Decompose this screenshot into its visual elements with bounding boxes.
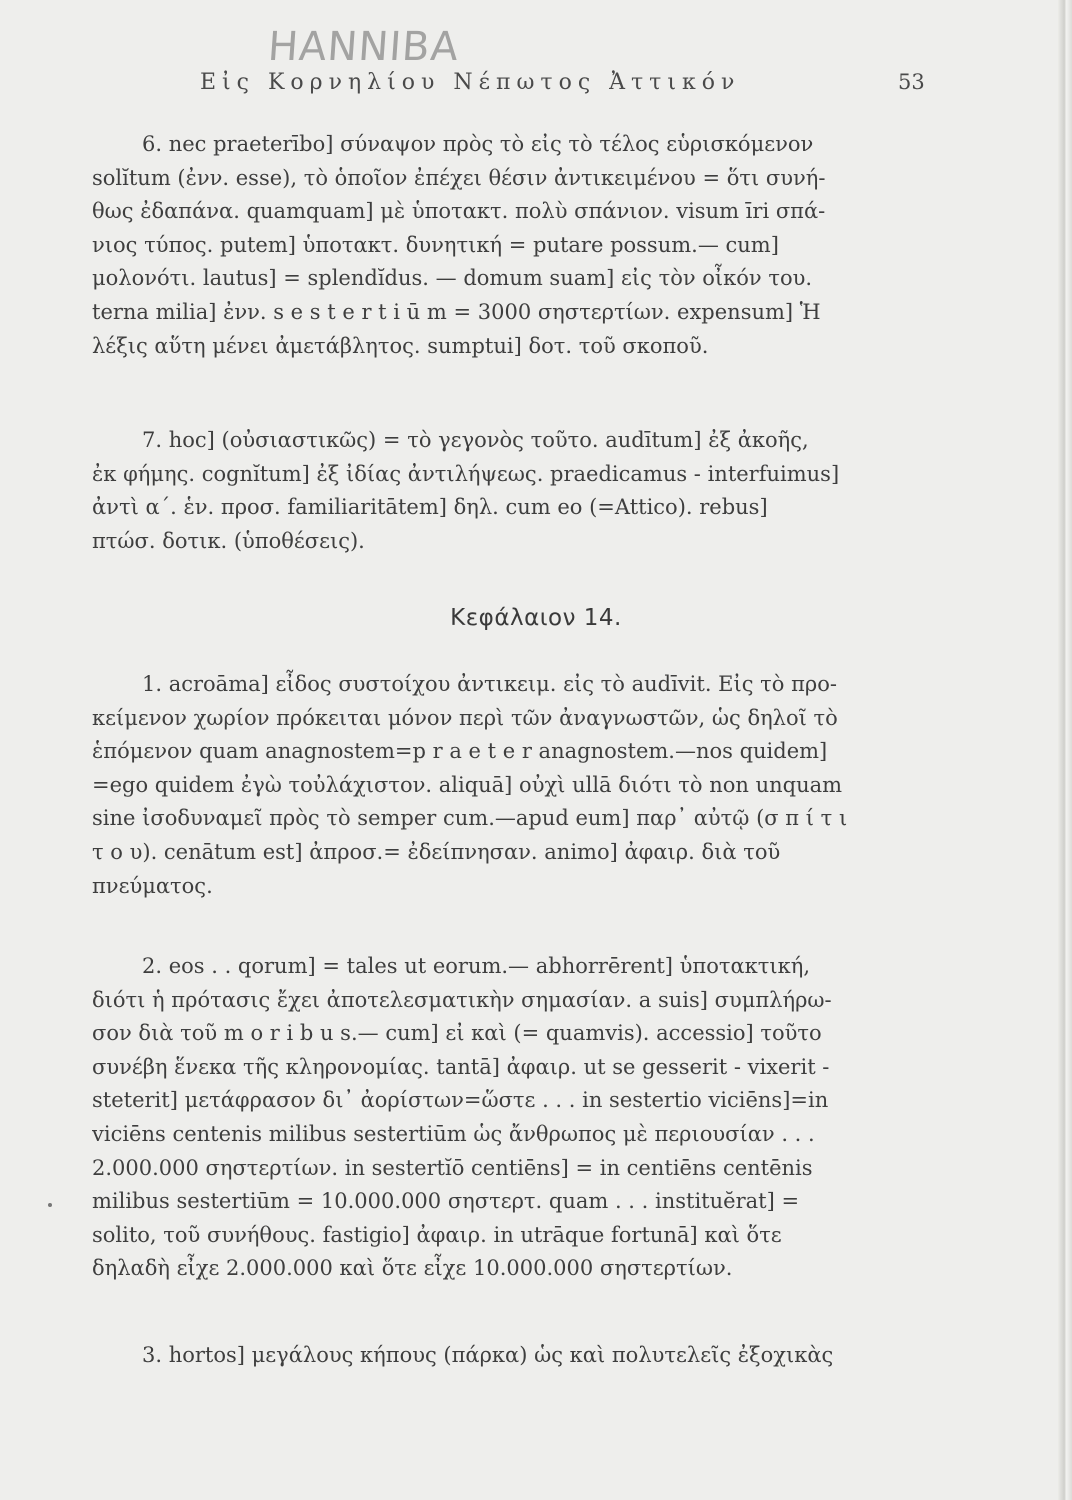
page-number: 53 — [898, 70, 925, 94]
text-line: νιος τύπος. putem] ὑποτακτ. δυνητική = putare possum.— cum] — [92, 232, 779, 257]
text-line: steterit] μετάφρασον δι᾽ ἀορίστων=ὥστε . . . in sestertio viciēns]=in — [92, 1088, 829, 1113]
text-line: ἐκ φήμης. cognĭtum] ἐξ ἰδίας ἀντιλήψεως. praedicamus - interfuimus] — [92, 461, 840, 486]
text-line: viciēns centenis milibus sestertiūm ὡς ἄνθρωπος μὲ περιουσίαν . . . — [92, 1121, 815, 1146]
text-line: πνεύματος. — [92, 873, 213, 898]
text-line: milibus sestertiūm = 10.000.000 σηστερτ. quam . . . instituĕrat] = — [92, 1189, 800, 1214]
handwritten-note: HANNIBA — [266, 24, 461, 70]
page-edge — [1058, 0, 1072, 1500]
text-line: solito, τοῦ συνήθους. fastigio] ἀφαιρ. in utrāque fortunā] καὶ ὅτε — [92, 1222, 782, 1247]
text-line: ἀντὶ α΄. ἑν. προσ. familiaritātem] δηλ. cum eo (=Attico). rebus] — [92, 495, 768, 520]
text-line: 2.000.000 σηστερτίων. in sestertĭō centiēns] = in centiēns centēnis — [92, 1155, 813, 1180]
text-line: 6. nec praeterībo] σύναψον πρὸς τὸ εἰς τὸ τέλος εὑρισκόμενον — [142, 132, 814, 156]
text-line: θως ἐδαπάνα. quamquam] μὲ ὑποτακτ. πολὺ σπάνιον. visum īri σπά- — [92, 199, 826, 224]
text-line: 1. acroāma] εἶδος συστοίχου ἀντικειμ. εἰς τὸ audīvit. Εἰς τὸ προ- — [142, 672, 837, 696]
text-line: terna milia] ἐνν. s e s t e r t i ū m = 3000 σηστερτίων. expensum] Ἡ — [92, 299, 821, 324]
text-line: solĭtum (ἐνν. esse), τὸ ὁποῖον ἐπέχει θέσιν ἀντικειμένου = ὅτι συνή- — [92, 165, 826, 190]
section-14-2-paragraph — [92, 950, 962, 1286]
text-line: κείμενον χωρίον πρόκειται μόνον περὶ τῶν ἀναγνωστῶν, ὡς δηλοῖ τὸ — [92, 705, 838, 730]
running-head: Εἰς Κορνηλίου Νέπωτος Ἀττικόν — [200, 70, 741, 95]
text-line: πτώσ. δοτικ. (ὑποθέσεις). — [92, 528, 365, 553]
text-line: δηλαδὴ εἶχε 2.000.000 καὶ ὅτε εἶχε 10.000.000 σηστερτίων. — [92, 1256, 733, 1281]
text-line: 7. hoc] (οὐσιαστικῶς) = τὸ γεγονὸς τοῦτο. audītum] ἐξ ἀκοῆς, — [142, 428, 809, 452]
chapter-heading: Κεφάλαιον 14. — [450, 605, 622, 631]
text-line: τ ο υ). cenātum est] ἀπροσ.= ἐδείπνησαν. animo] ἀφαιρ. διὰ τοῦ — [92, 839, 781, 864]
text-line: συνέβη ἕνεκα τῆς κληρονομίας. tantā] ἀφαιρ. ut se gesserit - vixerit - — [92, 1054, 830, 1079]
text-line: =ego quidem ἐγὼ τοὐλάχιστον. aliquā] οὐχὶ ullā διότι τὸ non unquam — [92, 772, 843, 797]
text-line: διότι ἡ πρότασις ἔχει ἀποτελεσματικὴν σημασίαν. a suis] συμπλήρω- — [92, 987, 832, 1012]
text-line: sine ἰσοδυναμεῖ πρὸς τὸ semper cum.—apud eum] παρ᾽ αὐτῷ (σ π ί τ ι — [92, 806, 848, 831]
text-line: 3. hortos] μεγάλους κήπους (πάρκα) ὡς καὶ πολυτελεῖς ἐξοχικὰς — [142, 1343, 834, 1367]
print-speck — [48, 1203, 52, 1207]
text-line: 2. eos . . qorum] = tales ut eorum.— abhorrērent] ὑποτακτική, — [142, 954, 811, 978]
text-line: λέξις αὕτη μένει ἀμετάβλητος. sumptui] δοτ. τοῦ σκοποῦ. — [92, 333, 709, 358]
text-line: μολονότι. lautus] = splendĭdus. — domum suam] εἰς τὸν οἶκόν του. — [92, 266, 813, 291]
section-7-paragraph — [92, 424, 962, 558]
section-14-3-paragraph — [92, 1339, 962, 1373]
text-line: σον διὰ τοῦ m o r i b u s.— cum] εἰ καὶ (= quamvis). accessio] τοῦτο — [92, 1021, 822, 1046]
section-6-paragraph — [92, 128, 962, 363]
section-14-1-paragraph — [92, 668, 962, 903]
text-line: ἑπόμενον quam anagnostem=p r a e t e r anagnostem.—nos quidem] — [92, 739, 828, 764]
